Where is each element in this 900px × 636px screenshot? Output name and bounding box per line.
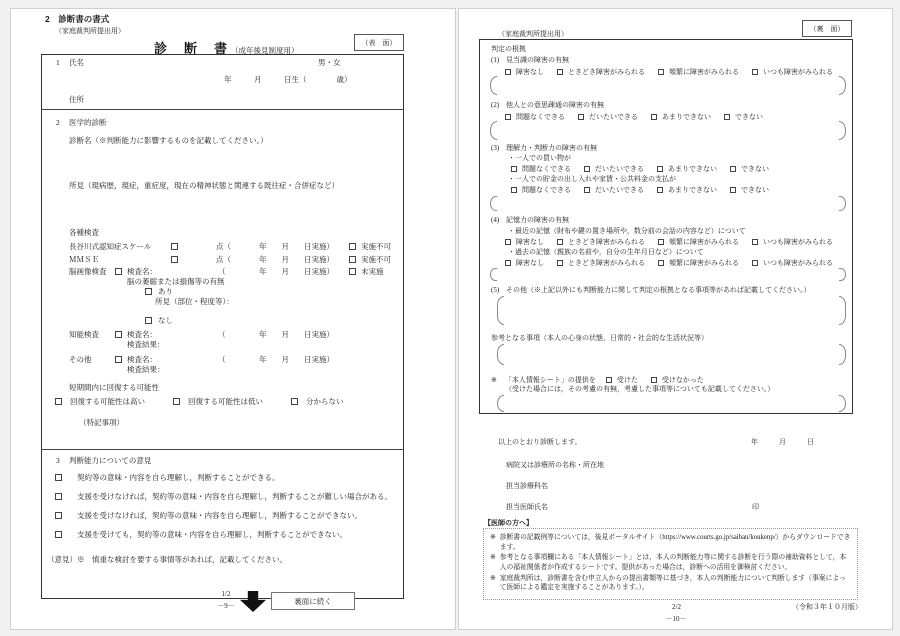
- not-received-option: [651, 375, 704, 385]
- checkbox-icon[interactable]: [171, 243, 178, 250]
- note-marker: ※: [490, 554, 496, 562]
- q3-sub2: ・一人での貯金の出し入れや家賃・公共料金の支払が: [508, 175, 676, 183]
- note-marker: ※: [491, 376, 497, 384]
- page-indicator: 1/2: [221, 590, 231, 598]
- q2-header: [459, 101, 892, 111]
- back-page: [458, 8, 893, 630]
- date-label: 年 月 日実施）: [259, 355, 334, 364]
- recent-memory-options: [505, 237, 846, 247]
- test-row-other: [11, 355, 455, 365]
- diagnosis-declaration: 以上のとおり診断します。: [498, 438, 582, 446]
- notice-text: 参考となる事項欄にある「本人情報シート」とは，本人の判断能力等に関する診断を行う際の補助資料として，本人の福祉関係者が作成するシートです。提供があった場合は，診断への活用を御検討ください。: [499, 554, 847, 571]
- banking-options: [511, 185, 782, 195]
- back-side-label: （裏 面）: [809, 24, 845, 33]
- checkbox-label: 障害なし: [516, 238, 544, 246]
- sec3-num: 3: [56, 456, 60, 465]
- checkbox-icon[interactable]: [115, 356, 122, 363]
- seal-label: 印: [752, 503, 759, 511]
- checkbox-icon[interactable]: [115, 268, 122, 275]
- checkbox-option: [584, 185, 644, 195]
- front-side-label: （表 面）: [361, 38, 397, 47]
- checkbox-option: [55, 396, 145, 407]
- q3-header: [459, 144, 892, 154]
- checkbox-icon[interactable]: [657, 187, 663, 193]
- doctor-name-label: 担当医師氏名: [506, 503, 548, 511]
- date-label: 年 月 日実施）: [259, 330, 334, 339]
- q4-sub2: ・過去の記憶（親族の名前や，自分の生年月日など）について: [508, 248, 704, 256]
- page-number: －9－: [217, 602, 235, 610]
- checkbox-icon[interactable]: [651, 377, 657, 383]
- recovery-title: 短期間内に回復する可能性: [69, 383, 159, 392]
- checkbox-option: [505, 258, 544, 268]
- comment-field: [490, 196, 846, 211]
- checkbox-label: 契約等の意味・内容を自ら理解し，判断することができる。: [77, 473, 280, 482]
- checkbox-icon[interactable]: [606, 377, 612, 383]
- checkbox-label: 支援を受けても，契約等の意味・内容を自ら理解し，判断することができない。: [77, 530, 347, 539]
- version-label: （令和３年１０月版）: [792, 603, 862, 611]
- checkbox-icon[interactable]: [173, 398, 180, 405]
- checkbox-icon[interactable]: [511, 166, 517, 172]
- checkbox-option: [511, 185, 571, 195]
- notice-text: 診断書の記載例等については，後見ポータルサイト（https://www.courts.go.jp/saiban/koukenp/）からダウンロードできます。: [499, 534, 851, 551]
- q4-title: 記憶力の障害の有無: [506, 216, 569, 224]
- test-label: ＭＭＳＥ: [69, 255, 99, 264]
- address-label: 住所: [69, 95, 84, 104]
- checkbox-option: [730, 164, 769, 174]
- checkbox-icon[interactable]: [171, 256, 178, 263]
- checkbox-option: [557, 258, 645, 268]
- date-label: 年 月 日実施）: [259, 267, 334, 276]
- q4-num: (4): [491, 216, 500, 224]
- checkbox-icon[interactable]: [145, 317, 152, 324]
- test-result-label: 検査結果：: [127, 340, 165, 349]
- checkbox-option: [557, 237, 645, 247]
- checkbox-label: だいたいできる: [595, 186, 644, 194]
- checkbox-option: [291, 396, 344, 407]
- test-name-label: 検査名：: [127, 267, 157, 276]
- front-side-label-box: [354, 34, 404, 51]
- notice-item: [490, 574, 851, 593]
- checkbox-label: いつも障害がみられる: [763, 259, 833, 267]
- received-option: [606, 375, 638, 385]
- checkbox-label: 支援を受けなければ，契約等の意味・内容を自ら理解し，判断することが難しい場合がある。: [77, 492, 392, 501]
- checkbox-icon[interactable]: [145, 288, 152, 295]
- checkbox-label: ときどき障害がみられる: [568, 259, 645, 267]
- na-label: 実施不可: [361, 242, 391, 251]
- checkbox-option: [657, 185, 717, 195]
- test-label: 長谷川式認知症スケール: [69, 242, 152, 251]
- checkbox-label: あまりできない: [662, 113, 711, 121]
- q3-sub1: ・一人での買い物が: [508, 154, 571, 162]
- checkbox-label: 分からない: [306, 397, 344, 406]
- checkbox-option: [657, 164, 717, 174]
- q1-title: 見当識の障害の有無: [506, 56, 569, 64]
- comment-field: [497, 296, 846, 325]
- checkbox-icon[interactable]: [730, 166, 736, 172]
- basis-title: 判定の根拠: [491, 45, 526, 53]
- checkbox-icon[interactable]: [349, 256, 356, 263]
- paren-open: （: [218, 330, 226, 339]
- checkbox-label: あまりできない: [668, 186, 717, 194]
- q4-header: [459, 216, 892, 226]
- checkbox-icon[interactable]: [115, 331, 122, 338]
- info-sheet-line: [491, 375, 717, 385]
- doc-subheading: （家庭裁判所提出用）: [498, 30, 568, 38]
- checkbox-icon[interactable]: [349, 243, 356, 250]
- atrophy-label: 脳の萎縮または損傷等の有無: [127, 277, 225, 286]
- q5-num: (5): [491, 286, 500, 294]
- q5-header: [459, 286, 892, 296]
- capacity-option-2: [55, 491, 392, 502]
- date-label: 年 月 日実施）: [259, 255, 334, 264]
- checkbox-icon[interactable]: [584, 187, 590, 193]
- checkbox-label: 問題なくできる: [522, 165, 571, 173]
- sec1-num: 1: [56, 58, 60, 67]
- comment-field: [497, 395, 846, 412]
- checkbox-label: いつも障害がみられる: [763, 68, 833, 76]
- site-findings-label: 所見（部位・程度等）：: [155, 297, 234, 306]
- notice-title: 【医師の方へ】: [484, 519, 533, 527]
- checkbox-label: 受けた: [616, 376, 638, 384]
- comment-field: [497, 344, 846, 365]
- checkbox-icon[interactable]: [658, 69, 664, 75]
- info-sheet-note: （受けた場合には，その考慮の有無，考慮した事項等についても記載してください。）: [505, 385, 775, 393]
- checkbox-label: できない: [741, 165, 769, 173]
- checkbox-label: だいたいできる: [595, 165, 644, 173]
- checkbox-icon[interactable]: [752, 239, 758, 245]
- checkbox-icon[interactable]: [752, 260, 758, 266]
- sec2-num: 2: [56, 118, 60, 127]
- page-number: －10－: [665, 615, 687, 623]
- special-notes-label: （特記事項）: [79, 418, 124, 427]
- date-label: 年 月 日実施）: [259, 242, 334, 251]
- hospital-label: 病院又は診療所の名称・所在地: [506, 461, 604, 469]
- tests-title: 各種検査: [69, 228, 99, 237]
- test-name-label: 検査名：: [127, 330, 157, 339]
- score-label: 点（: [216, 242, 231, 251]
- checkbox-option: [658, 258, 739, 268]
- q2-num: (2): [491, 101, 500, 109]
- back-side-label-box: [802, 20, 852, 37]
- checkbox-icon[interactable]: [349, 268, 356, 275]
- test-row-iq: [11, 330, 455, 340]
- q4-sub1: ・最近の記憶（財布や鍵の置き場所や，数分前の会話の内容など）について: [508, 227, 746, 235]
- checkbox-icon[interactable]: [55, 398, 62, 405]
- test-row-brain-imaging: [11, 267, 455, 277]
- checkbox-label: だいたいできる: [589, 113, 638, 121]
- sec3-title: 判断能力についての意見: [69, 456, 152, 465]
- checkbox-icon[interactable]: [55, 493, 62, 500]
- sign-date-label: 年 月 日: [751, 438, 814, 446]
- q1-num: (1): [491, 56, 500, 64]
- opinion-label: （意見）※ 慎重な検討を要する事情等があれば，記載してください。: [47, 555, 287, 564]
- score-label: 点（: [216, 255, 231, 264]
- checkbox-label: できない: [735, 113, 763, 121]
- q3-title: 理解力・判断力の障害の有無: [506, 144, 597, 152]
- q5-title: その他（※上記以外にも判断能力に関して判定の根拠となる事項等があれば記載してください。）: [506, 286, 811, 294]
- checkbox-label: 障害なし: [516, 259, 544, 267]
- checkbox-option: [511, 164, 571, 174]
- past-memory-options: [505, 258, 846, 268]
- reference-label: 参考となる事項（本人の心身の状態，日常的・社会的な生活状況等）: [491, 334, 708, 342]
- checkbox-label: ときどき障害がみられる: [568, 68, 645, 76]
- na-label: 実施不可: [361, 255, 391, 264]
- checkbox-option: [752, 237, 833, 247]
- page-title: 診 断 書: [154, 41, 230, 56]
- diagnosis-label: 診断名（※判断能力に影響するものを記載してください。）: [69, 136, 268, 145]
- notice-item: [490, 553, 851, 572]
- checkbox-option: [505, 237, 544, 247]
- na-label: 未実施: [361, 267, 384, 276]
- sex-label: 男・女: [318, 58, 341, 67]
- front-page: [10, 8, 456, 630]
- checkbox-icon[interactable]: [55, 474, 62, 481]
- atrophy-yes-option: [145, 286, 173, 297]
- checkbox-icon[interactable]: [584, 166, 590, 172]
- checkbox-option: [173, 396, 263, 407]
- checkbox-icon[interactable]: [752, 69, 758, 75]
- checkbox-icon[interactable]: [505, 114, 511, 120]
- capacity-option-4: [55, 529, 347, 540]
- checkbox-label: 受けなかった: [661, 376, 704, 384]
- checkbox-label: いつも障害がみられる: [763, 238, 833, 246]
- test-label: 脳画像検査: [69, 267, 107, 276]
- checkbox-icon[interactable]: [55, 531, 62, 538]
- checkbox-label: あまりできない: [668, 165, 717, 173]
- checkbox-label: できない: [741, 186, 769, 194]
- doctor-notice-box: [483, 528, 858, 600]
- recovery-options: [55, 396, 372, 407]
- findings-label: 所見（現病歴，現症，重症度，現在の精神状態と関連する既往症・合併症など）: [69, 181, 339, 190]
- sec2-title: 医学的診断: [69, 118, 107, 127]
- checkbox-label: 支援を受けなければ，契約等の意味・内容を自ら理解し，判断することができない。: [77, 511, 362, 520]
- page-title-note: （成年後見制度用）: [231, 46, 299, 55]
- checkbox-icon[interactable]: [505, 69, 511, 75]
- paren-open: （: [218, 355, 226, 364]
- test-result-label: 検査結果：: [127, 365, 165, 374]
- checkbox-option: [730, 185, 769, 195]
- shopping-options: [511, 164, 782, 174]
- test-label: その他: [69, 355, 92, 364]
- checkbox-label: 障害なし: [516, 68, 544, 76]
- checkbox-label: ときどき障害がみられる: [568, 238, 645, 246]
- q3-num: (3): [491, 144, 500, 152]
- checkbox-label: 回復する可能性は高い: [70, 397, 145, 406]
- comment-field: [490, 268, 846, 281]
- checkbox-icon[interactable]: [55, 512, 62, 519]
- department-label: 担当診療科名: [506, 482, 548, 490]
- checkbox-label: 回復する可能性は低い: [188, 397, 263, 406]
- divider: [41, 449, 404, 450]
- test-row-mmse: [11, 255, 455, 265]
- q1-header: [459, 56, 892, 66]
- checkbox-label: 頻繁に障害がみられる: [669, 259, 739, 267]
- test-label: 知能検査: [69, 330, 99, 339]
- checkbox-label: 問題なくできる: [522, 186, 571, 194]
- checkbox-label: 頻繁に障害がみられる: [669, 68, 739, 76]
- checkbox-icon[interactable]: [658, 239, 664, 245]
- checkbox-icon[interactable]: [511, 187, 517, 193]
- comment-field: [490, 76, 846, 95]
- checkbox-label: なし: [158, 316, 173, 325]
- capacity-option-1: [55, 472, 280, 483]
- checkbox-icon[interactable]: [557, 239, 563, 245]
- checkbox-label: あり: [158, 287, 173, 296]
- notice-text: 家庭裁判所は，診断書を含む申立人からの提出書類等に基づき，本人の判断能力について判断します（事案によって医師による鑑定を実施することがあります。）。: [499, 574, 846, 592]
- divider: [41, 109, 404, 110]
- checkbox-option: [584, 164, 644, 174]
- info-sheet-label: 「本人情報シート」の提供を: [504, 376, 596, 384]
- checkbox-icon[interactable]: [557, 260, 563, 266]
- capacity-option-3: [55, 510, 362, 521]
- comment-field: [490, 121, 846, 140]
- checkbox-icon[interactable]: [658, 260, 664, 266]
- checkbox-icon[interactable]: [657, 166, 663, 172]
- checkbox-icon[interactable]: [291, 398, 298, 405]
- checkbox-label: 問題なくできる: [516, 113, 565, 121]
- note-marker: ※: [490, 534, 496, 541]
- note-marker: ※: [490, 574, 496, 582]
- checkbox-icon[interactable]: [651, 114, 657, 120]
- checkbox-icon[interactable]: [557, 69, 563, 75]
- checkbox-option: [752, 258, 833, 268]
- checkbox-option: [658, 237, 739, 247]
- checkbox-icon[interactable]: [505, 260, 511, 266]
- checkbox-icon[interactable]: [730, 187, 736, 193]
- test-name-label: 検査名：: [127, 355, 157, 364]
- checkbox-icon[interactable]: [578, 114, 584, 120]
- test-row-hasegawa: [11, 242, 455, 252]
- paren-open: （: [218, 267, 226, 276]
- name-label: 氏名: [69, 58, 84, 67]
- q2-title: 他人との意思疎通の障害の有無: [506, 101, 604, 109]
- checkbox-label: 頻繁に障害がみられる: [669, 238, 739, 246]
- checkbox-icon[interactable]: [505, 239, 511, 245]
- notice-item: [490, 533, 851, 552]
- doc-subheading: （家庭裁判所提出用）: [55, 27, 125, 35]
- birthdate-label: 年 月 日生（ 歳）: [224, 75, 352, 84]
- page-indicator: 2/2: [672, 603, 681, 611]
- atrophy-no-option: [145, 315, 173, 326]
- checkbox-icon[interactable]: [724, 114, 730, 120]
- doc-heading: 2 診断書の書式: [45, 14, 110, 24]
- continue-label: 裏面に続く: [294, 596, 332, 606]
- continue-to-back-box: [271, 592, 355, 610]
